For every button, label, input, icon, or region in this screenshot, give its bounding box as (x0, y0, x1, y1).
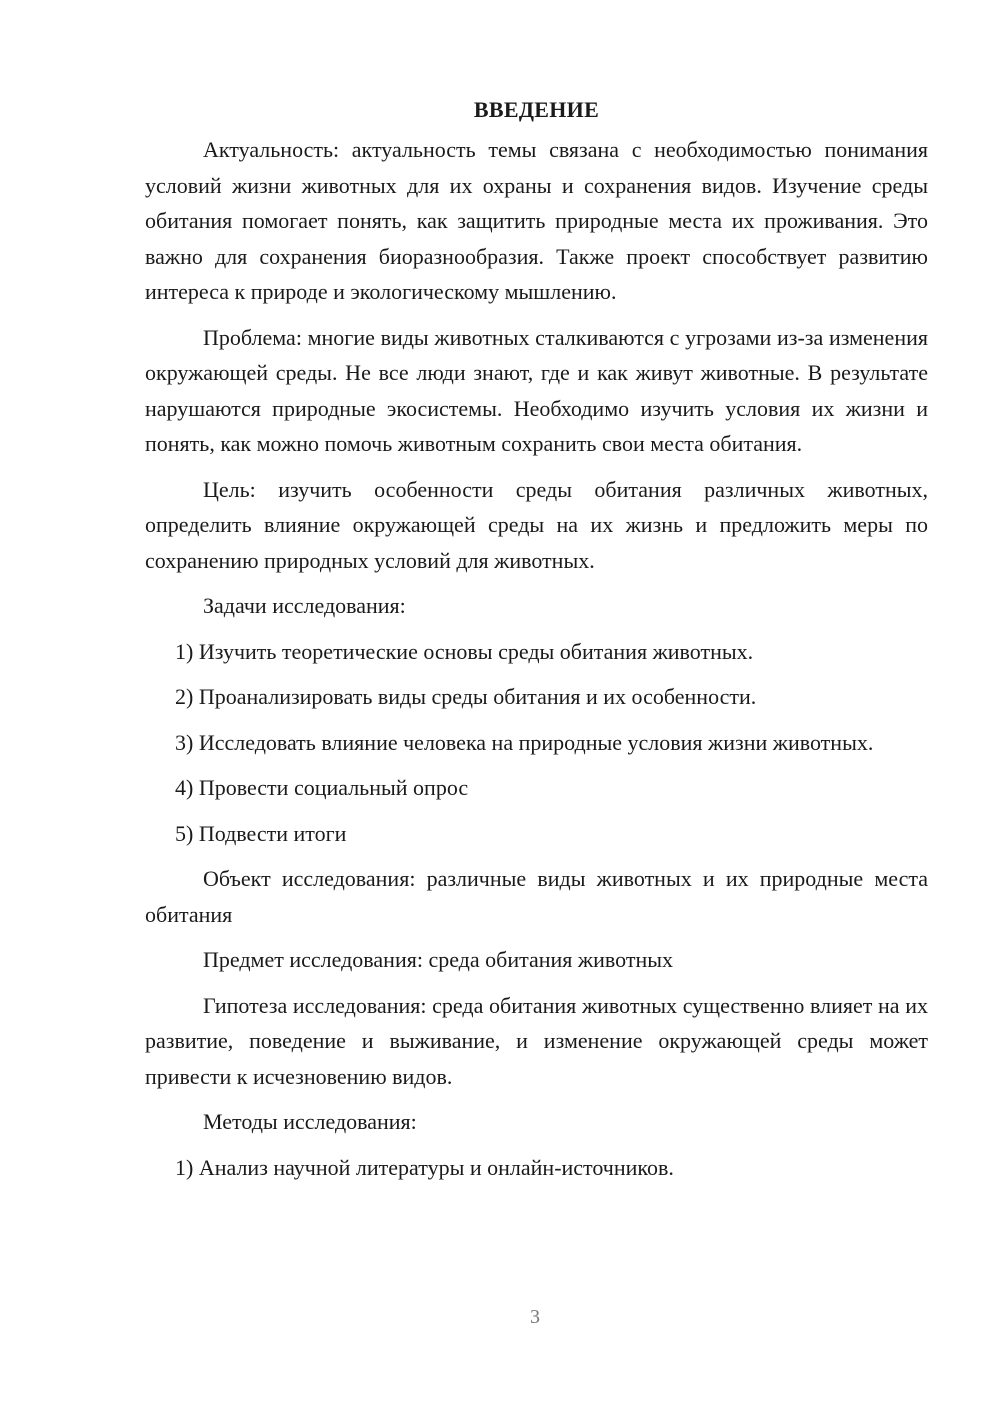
tasks-heading: Задачи исследования: (203, 593, 406, 618)
task-item: 1) Изучить теоретические основы среды обитания животных. (175, 638, 754, 664)
task-item: 3) Исследовать влияние человека на природные условия жизни животных. (175, 729, 874, 755)
document-title: ВВЕДЕНИЕ (473, 97, 600, 122)
task-item: 5) Подвести итоги (175, 820, 347, 846)
task-item: 4) Провести социальный опрос (175, 775, 469, 800)
hypothesis-paragraph: Гипотеза исследования: среда обитания животных существенно влияет на их развитие, поведение и выживание, и изменение окружающей среды может привести к исчезновению видов. (145, 992, 928, 1089)
method-item: 1) Анализ научной литературы и онлайн-источников. (175, 1154, 674, 1180)
methods-heading: Методы исследования: (203, 1109, 417, 1134)
goal-paragraph: Цель: изучить особенности среды обитания различных животных, определить влияние окружающей среды на их жизнь и предложить меры по сохранению природных условий для животных. (145, 476, 928, 573)
subject-paragraph: Предмет исследования: среда обитания животных (203, 947, 674, 972)
object-paragraph: Объект исследования: различные виды животных и их природные места обитания (145, 866, 928, 927)
problem-paragraph: Проблема: многие виды животных сталкиваются с угрозами из-за изменения окружающей среды. Не все люди знают, где и как живут животные. В результате нарушаются природные экосистемы. Необходимо изучить условия их жизни и понять, как можно помочь животным сохранить свои места обитания. (145, 324, 928, 456)
relevance-paragraph: Актуальность: актуальность темы связана с необходимостью понимания условий жизни животных для их охраны и сохранения видов. Изучение среды обитания помогает понять, как защитить природные места их проживания. Это важно для сохранения биоразнообразия. Также проект способствует развитию интереса к природе и экологическому мышлению. (145, 137, 928, 304)
page-number: 3 (530, 1306, 540, 1328)
document-page (145, 92, 928, 1195)
task-item: 2) Проанализировать виды среды обитания и их особенности. (175, 684, 757, 709)
